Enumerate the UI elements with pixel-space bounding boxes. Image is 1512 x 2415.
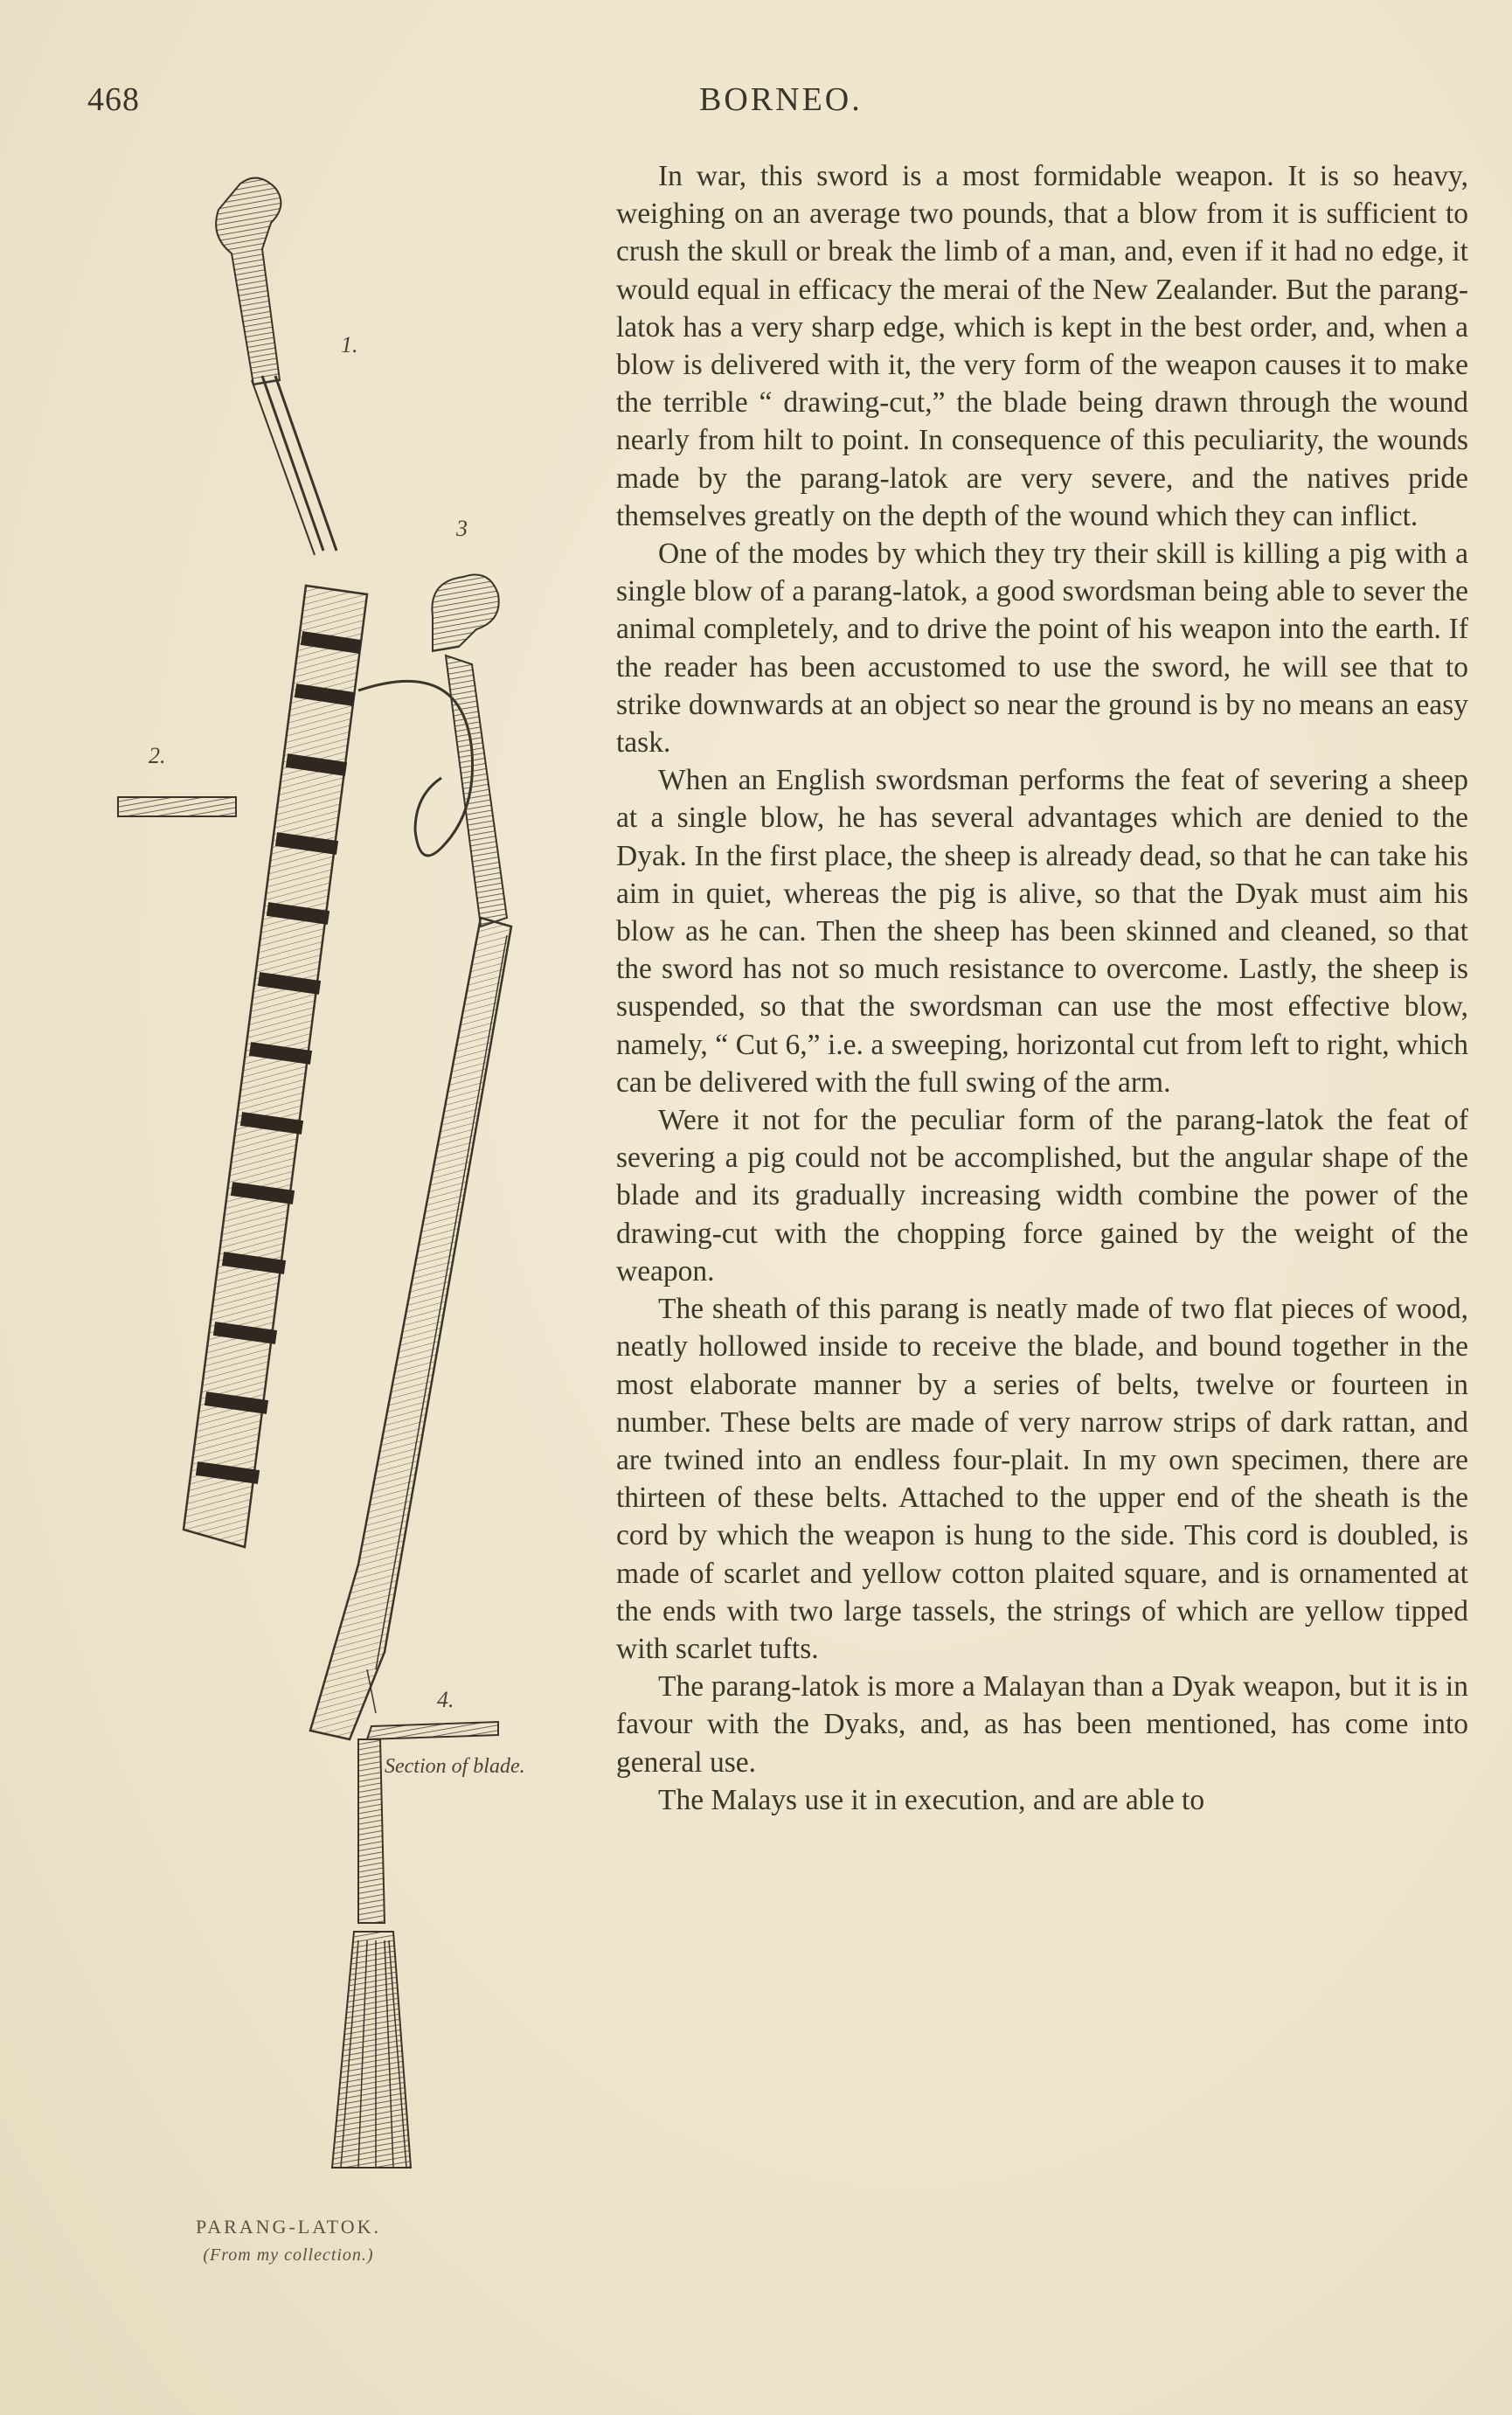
paragraph: In war, this sword is a most formidable weapon. It is so heavy, weighing on an average two pounds, that a blow from it is sufficient to crush the skull or break the limb of a man, and, even if it had no edge, it would equal in efficacy the merai of the New Zealander. But the parang-latok has a very sharp edge, which is kept in the best order, and, when a blow is delivered with it, the very form of the weapon causes it to make the terrible “ drawing-cut,” the blade being drawn through the wound nearly from hilt to point. In consequence of this peculiarity, the wounds made by the parang-latok are very severe, and the natives pride themselves greatly on the depth of the wound which they can inflict. bbox=[616, 160, 1468, 532]
paragraph: The Malays use it in execution, and are able to bbox=[658, 1783, 1205, 1816]
fig-label-2: 2. bbox=[149, 743, 166, 768]
caption-title: PARANG-LATOK. bbox=[196, 2216, 381, 2238]
section-fig-2 bbox=[118, 797, 236, 816]
tassel bbox=[332, 1739, 411, 2168]
figure-caption bbox=[96, 2216, 481, 2266]
caption-subtitle: (From my collection.) bbox=[203, 2245, 374, 2265]
paragraph: Were it not for the peculiar form of the parang-latok the feat of severing a pig could not be accomplished, but the angular shape of the blade and its gradually increasing width combine the power of the drawing-cut with the chopping force gained by the weight of the weapon. bbox=[616, 1104, 1468, 1287]
paragraph: When an English swordsman performs the feat of severing a sheep at a single blow, he has several advantages which are denied to the Dyak. In the first place, the sheep is already dead, so that he can take his aim in quiet, whereas the pig is alive, so that the Dyak must aim his blow as he can. Then the sheep has been skinned and cleaned, so that the sword has not so much resistance to overcome. Lastly, the sheep is suspended, so that the swordsman can use the most effective blow, namely, “ Cut 6,” i.e. a sweeping, horizontal cut from left to right, which can be delivered with the full swing of the arm. bbox=[616, 764, 1468, 1099]
body-text bbox=[616, 157, 1468, 1819]
parang-latok-engraving bbox=[96, 166, 586, 2211]
section-of-blade-label: Section of blade. bbox=[385, 1755, 525, 1778]
page-number: 468 bbox=[87, 81, 140, 118]
fig-label-3: 3 bbox=[456, 516, 468, 541]
running-head: BORNEO. bbox=[699, 81, 863, 118]
paragraph: The sheath of this parang is neatly made of two flat pieces of wood, neatly hollowed inside to receive the blade, and bound together in the most elaborate manner by a series of belts, twelve or fourteen in number. These belts are made of very narrow strips of dark rattan, and are twined into an endless four-plait. In my own specimen, there are thirteen of these belts. Attached to the upper end of the sheath is the cord by which the weapon is hung to the side. This cord is doubled, is made of scarlet and yellow cotton plaited square, and is ornamented at the ends with two large tassels, the strings of which are yellow tipped with scarlet tufts. bbox=[616, 1293, 1468, 1665]
sword-illustration bbox=[96, 166, 586, 2299]
page-header bbox=[87, 80, 1451, 133]
paragraph: The parang-latok is more a Malayan than a Dyak weapon, but it is in favour with the Dyaks, and, as has been mentioned, has come into general use. bbox=[616, 1670, 1468, 1779]
fig-label-1: 1. bbox=[341, 332, 358, 357]
fig-label-4: 4. bbox=[437, 1687, 454, 1712]
section-of-blade-fig bbox=[367, 1669, 498, 1739]
paragraph: One of the modes by which they try their skill is killing a pig with a single blow of a parang-latok, a good swordsman being able to sever the animal completely, and to drive the point of his weapon into the earth. If the reader has been accustomed to use the sword, he will see that to strike downwards at an object so near the ground is by no means an easy task. bbox=[616, 538, 1468, 760]
